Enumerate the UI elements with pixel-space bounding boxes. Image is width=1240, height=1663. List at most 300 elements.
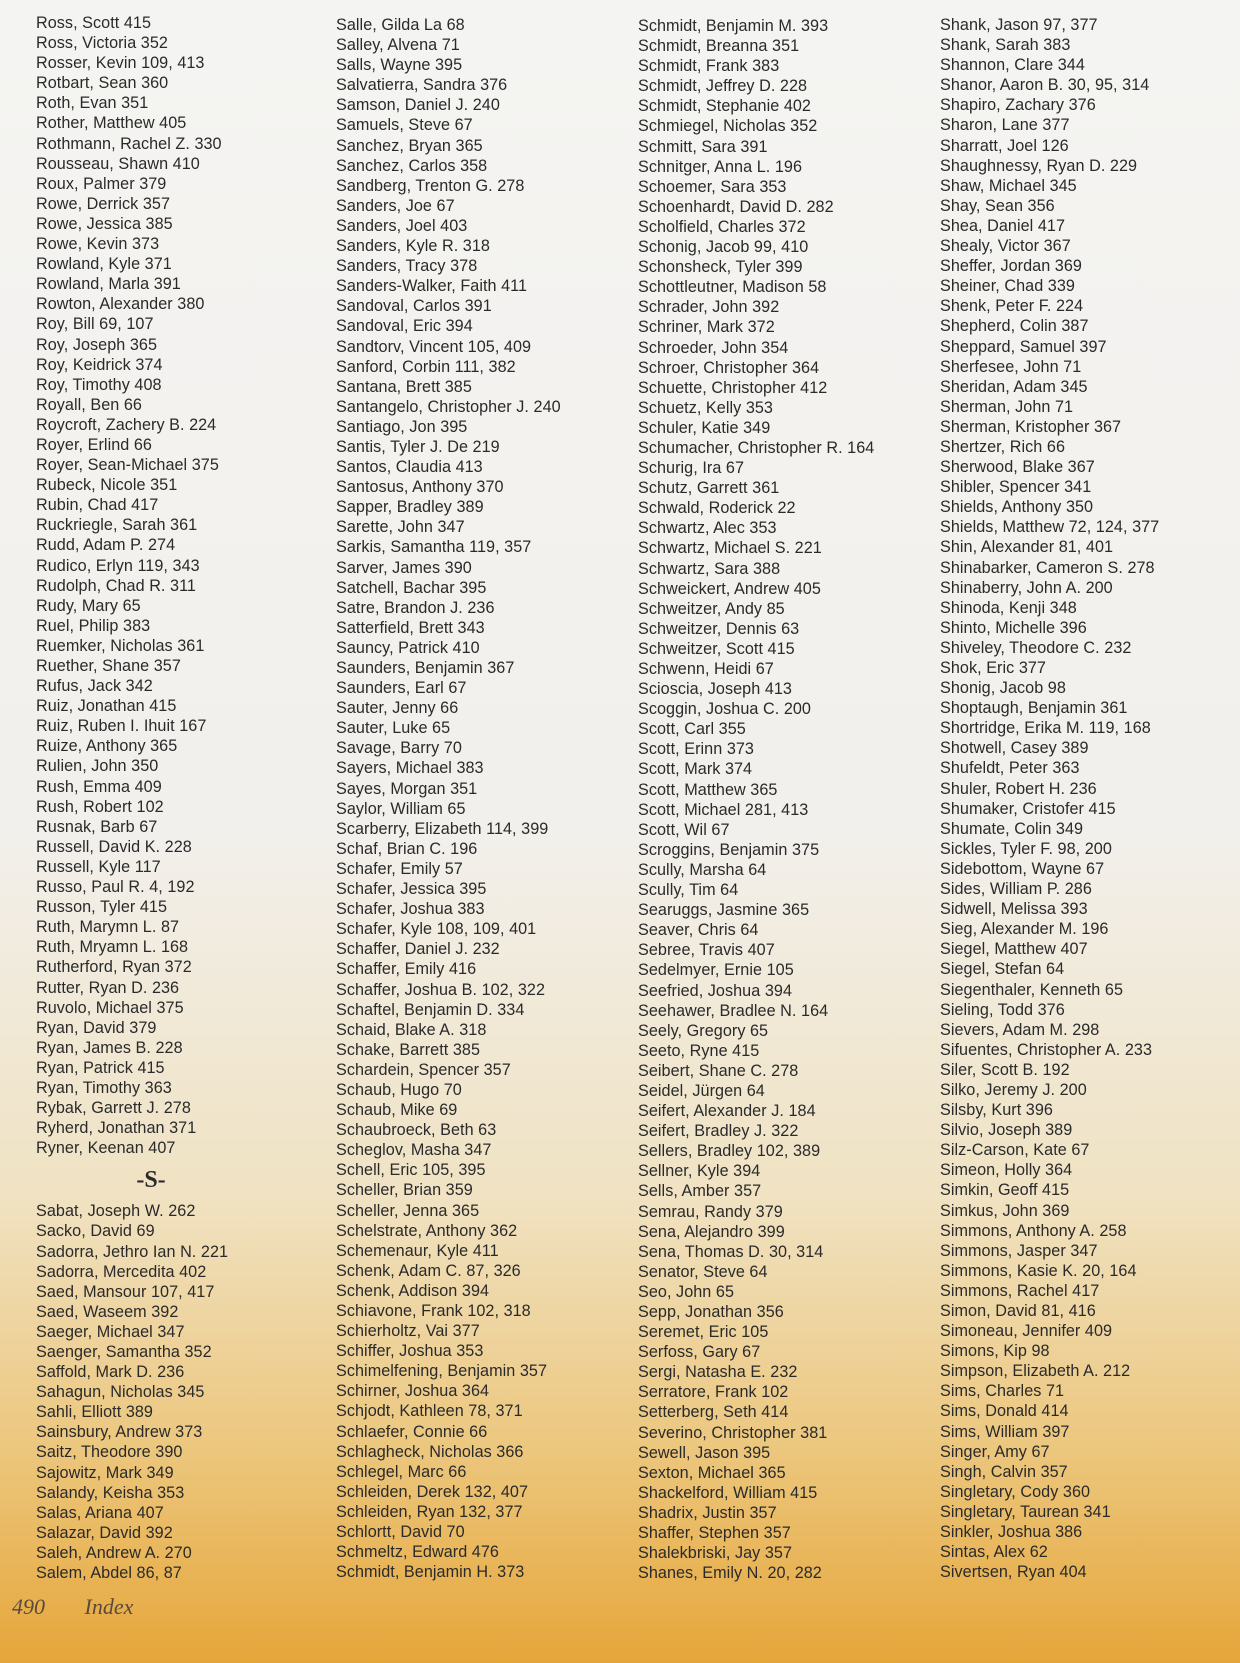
index-entry: Shackelford, William 415 xyxy=(638,1483,818,1502)
index-entry: Shibler, Spencer 341 xyxy=(940,478,1092,497)
index-entry: Rutherford, Ryan 372 xyxy=(36,958,192,977)
index-entry: Ross, Victoria 352 xyxy=(36,34,168,53)
index-entry: Rowe, Derrick 357 xyxy=(36,194,170,213)
index-entry: Scott, Matthew 365 xyxy=(638,780,778,799)
index-entry: Santana, Brett 385 xyxy=(336,377,472,396)
index-entry: Sanders, Tracy 378 xyxy=(336,257,478,276)
index-entry: Schuetz, Kelly 353 xyxy=(638,398,773,417)
index-entry: Saitz, Theodore 390 xyxy=(36,1443,183,1462)
index-entry: Serfoss, Gary 67 xyxy=(638,1343,761,1362)
index-entry: Schweitzer, Scott 415 xyxy=(638,639,795,658)
index-entry: Sanford, Corbin 111, 382 xyxy=(336,357,516,376)
index-entry: Simeon, Holly 364 xyxy=(940,1161,1073,1180)
index-entry: Ryan, David 379 xyxy=(36,1018,157,1037)
index-entry: Rutter, Ryan D. 236 xyxy=(36,978,180,997)
index-entry: Schuette, Christopher 412 xyxy=(638,378,828,397)
index-entry: Silsby, Kurt 396 xyxy=(940,1101,1053,1120)
index-entry: Scroggins, Benjamin 375 xyxy=(638,840,820,859)
section-letter-heading: -S- xyxy=(136,1167,166,1194)
index-entry: Sadorra, Mercedita 402 xyxy=(36,1262,207,1281)
index-entry: Sadorra, Jethro Ian N. 221 xyxy=(36,1242,229,1261)
index-entry: Schjodt, Kathleen 78, 371 xyxy=(336,1402,523,1421)
index-entry: Schleiden, Ryan 132, 377 xyxy=(336,1502,523,1521)
index-entry: Ruth, Mryamn L. 168 xyxy=(36,938,189,957)
index-entry: Simons, Kip 98 xyxy=(940,1342,1050,1361)
index-entry: Royall, Ben 66 xyxy=(36,395,142,414)
index-entry: Samson, Daniel J. 240 xyxy=(336,96,500,115)
index-entry: Rybak, Garrett J. 278 xyxy=(36,1099,191,1118)
index-entry: Rowland, Kyle 371 xyxy=(36,255,172,274)
index-entry: Simmons, Rachel 417 xyxy=(940,1281,1100,1300)
section-title: Index xyxy=(84,1594,134,1619)
index-entry: Scheller, Jenna 365 xyxy=(336,1201,480,1220)
index-entry: Sherman, Kristopher 367 xyxy=(940,417,1122,436)
index-entry: Saunders, Benjamin 367 xyxy=(336,659,515,677)
index-entry: Shank, Jason 97, 377 xyxy=(940,16,1098,34)
index-entry: Schmidt, Benjamin H. 373 xyxy=(336,1563,525,1582)
index-entry: Sergi, Natasha E. 232 xyxy=(638,1363,798,1382)
index-entry: Sims, Donald 414 xyxy=(940,1402,1069,1421)
index-entry: Schardein, Spencer 357 xyxy=(336,1060,511,1079)
index-entry: Seibert, Shane C. 278 xyxy=(638,1061,799,1080)
index-entry: Simmons, Jasper 347 xyxy=(940,1241,1098,1260)
index-entry: Scheglov, Masha 347 xyxy=(336,1141,492,1160)
index-entry: Schnitger, Anna L. 196 xyxy=(638,157,803,176)
index-entry: Simmons, Anthony A. 258 xyxy=(940,1221,1127,1240)
index-entry: Searuggs, Jasmine 365 xyxy=(638,901,810,920)
index-entry: Schoemer, Sara 353 xyxy=(638,177,787,196)
index-entry: Silvio, Joseph 389 xyxy=(940,1121,1073,1140)
index-entry: Sewell, Jason 395 xyxy=(638,1443,771,1462)
index-entry: Shufeldt, Peter 363 xyxy=(940,759,1080,778)
index-entry: Scott, Erinn 373 xyxy=(638,740,754,759)
index-entry: Shuler, Robert H. 236 xyxy=(940,779,1097,798)
index-entry: Ruth, Marymn L. 87 xyxy=(36,918,180,937)
index-entry: Saed, Waseem 392 xyxy=(36,1302,179,1321)
index-entry: Silko, Jeremy J. 200 xyxy=(940,1080,1087,1099)
index-entry: Shapiro, Zachary 376 xyxy=(940,96,1096,115)
index-entry: Shalekbriski, Jay 357 xyxy=(638,1544,793,1563)
index-entry: Rubin, Chad 417 xyxy=(36,496,159,515)
index-entry: Santosus, Anthony 370 xyxy=(336,478,504,497)
index-entry: Siler, Scott B. 192 xyxy=(940,1060,1070,1079)
index-entry: Sandoval, Eric 394 xyxy=(336,317,473,336)
index-entry: Shannon, Clare 344 xyxy=(940,56,1085,75)
index-entry: Schirner, Joshua 364 xyxy=(336,1382,490,1401)
index-entry: Saleh, Andrew A. 270 xyxy=(36,1543,192,1562)
index-entry: Semrau, Randy 379 xyxy=(638,1202,783,1221)
index-entry: Rudy, Mary 65 xyxy=(36,596,141,615)
index-entry: Shea, Daniel 417 xyxy=(940,216,1065,235)
index-entry: Schlortt, David 70 xyxy=(336,1523,465,1542)
index-entry: Sintas, Alex 62 xyxy=(940,1543,1048,1562)
index-entry: Shumate, Colin 349 xyxy=(940,819,1084,838)
index-entry: Rowton, Alexander 380 xyxy=(36,295,205,314)
index-entry: Serratore, Frank 102 xyxy=(638,1383,789,1402)
index-entry: Schutz, Garrett 361 xyxy=(638,479,780,498)
index-entry: Singletary, Taurean 341 xyxy=(940,1502,1111,1521)
index-entry: Saenger, Samantha 352 xyxy=(36,1343,212,1361)
index-entry: Santiago, Jon 395 xyxy=(336,417,468,436)
index-entry: Santis, Tyler J. De 219 xyxy=(336,437,500,456)
index-entry: Schlegel, Marc 66 xyxy=(336,1462,467,1481)
index-entry: Shortridge, Erika M. 119, 168 xyxy=(940,719,1151,738)
index-entry: Scott, Wil 67 xyxy=(638,820,730,839)
index-entry: Sheffer, Jordan 369 xyxy=(940,257,1082,276)
entry-list xyxy=(638,16,938,1583)
index-entry: Seeto, Ryne 415 xyxy=(638,1041,760,1060)
index-entry: Sheiner, Chad 339 xyxy=(940,277,1075,296)
index-entry: Schwenn, Heidi 67 xyxy=(638,660,774,678)
index-entry: Schafer, Joshua 383 xyxy=(336,900,485,919)
index-entry: Roy, Bill 69, 107 xyxy=(36,315,154,334)
index-entry: Santos, Claudia 413 xyxy=(336,458,483,477)
index-entry: Sahli, Elliott 389 xyxy=(36,1403,153,1422)
index-entry: Rousseau, Shawn 410 xyxy=(36,154,200,173)
index-entry: Rotbart, Sean 360 xyxy=(36,74,169,93)
index-entry: Singletary, Cody 360 xyxy=(940,1482,1091,1501)
index-entry: Sandberg, Trenton G. 278 xyxy=(336,176,525,195)
index-entry: Schwartz, Michael S. 221 xyxy=(638,539,822,558)
index-entry: Rudolph, Chad R. 311 xyxy=(36,576,196,595)
index-entry: Shinto, Michelle 396 xyxy=(940,618,1087,637)
index-entry: Sims, William 397 xyxy=(940,1422,1070,1441)
index-entry: Russell, David K. 228 xyxy=(36,837,192,856)
entry-list xyxy=(36,1201,336,1583)
index-entry: Shonig, Jacob 98 xyxy=(940,679,1066,698)
index-entry: Sifuentes, Christopher A. 233 xyxy=(940,1040,1153,1059)
index-entry: Rufus, Jack 342 xyxy=(36,677,153,696)
index-entry: Satterfield, Brett 343 xyxy=(336,618,485,637)
index-entry: Saylor, William 65 xyxy=(336,799,466,818)
index-entry: Rowe, Jessica 385 xyxy=(36,214,173,233)
index-entry: Shertzer, Rich 66 xyxy=(940,437,1066,456)
index-entry: Shields, Anthony 350 xyxy=(940,498,1094,517)
index-entry: Sacko, David 69 xyxy=(36,1222,155,1241)
index-entry: Seifert, Alexander J. 184 xyxy=(638,1102,816,1121)
index-entry: Ryan, James B. 228 xyxy=(36,1038,183,1057)
index-entry: Schuler, Katie 349 xyxy=(638,418,771,437)
index-entry: Sides, William P. 286 xyxy=(940,880,1092,899)
index-entry: Scully, Tim 64 xyxy=(638,881,739,900)
index-entry: Salley, Alvena 71 xyxy=(336,36,460,55)
index-entry: Schemenaur, Kyle 411 xyxy=(336,1241,499,1260)
index-entry: Ruvolo, Michael 375 xyxy=(36,998,184,1017)
index-entry: Schleiden, Derek 132, 407 xyxy=(336,1482,529,1501)
entry-list xyxy=(940,15,1240,1582)
index-entry: Schweitzer, Dennis 63 xyxy=(638,619,800,638)
index-entry: Singer, Amy 67 xyxy=(940,1442,1050,1461)
index-entry: Shaffer, Stephen 357 xyxy=(638,1524,791,1543)
index-entry: Scoggin, Joshua C. 200 xyxy=(638,700,811,719)
index-entry: Rother, Matthew 405 xyxy=(36,114,187,133)
index-entry: Sayes, Morgan 351 xyxy=(336,779,478,798)
index-entry: Sharratt, Joel 126 xyxy=(940,136,1069,155)
index-entry: Simkin, Geoff 415 xyxy=(940,1181,1070,1200)
index-entry: Sainsbury, Andrew 373 xyxy=(36,1423,203,1442)
index-entry: Sanders, Kyle R. 318 xyxy=(336,237,490,256)
index-entry: Sena, Alejandro 399 xyxy=(638,1222,785,1241)
index-entry: Shotwell, Casey 389 xyxy=(940,739,1089,758)
index-entry: Shinabarker, Cameron S. 278 xyxy=(940,558,1155,577)
index-entry: Russo, Paul R. 4, 192 xyxy=(36,878,195,897)
index-entry: Ross, Scott 415 xyxy=(36,14,152,32)
index-entry: Sheridan, Adam 345 xyxy=(940,377,1088,396)
index-entry: Schmidt, Benjamin M. 393 xyxy=(638,17,829,35)
index-entry: Sauter, Jenny 66 xyxy=(336,699,459,718)
index-entry: Salazar, David 392 xyxy=(36,1523,173,1542)
index-entry: Salem, Abdel 86, 87 xyxy=(36,1564,182,1583)
index-entry: Ryner, Keenan 407 xyxy=(36,1139,176,1158)
index-entry: Schroer, Christopher 364 xyxy=(638,358,820,377)
index-entry: Schrader, John 392 xyxy=(638,298,780,317)
index-entry: Sena, Thomas D. 30, 314 xyxy=(638,1242,824,1261)
index-entry: Schonig, Jacob 99, 410 xyxy=(638,238,809,257)
index-entry: Simmons, Kasie K. 20, 164 xyxy=(940,1261,1137,1280)
index-entry: Ruel, Philip 383 xyxy=(36,616,151,635)
index-entry: Shok, Eric 377 xyxy=(940,659,1046,677)
index-entry: Schurig, Ira 67 xyxy=(638,459,745,478)
index-entry: Roycroft, Zachery B. 224 xyxy=(36,415,217,434)
index-entry: Saffold, Mark D. 236 xyxy=(36,1363,185,1382)
index-entry: Satchell, Bachar 395 xyxy=(336,578,487,597)
index-entry: Sauter, Luke 65 xyxy=(336,719,451,738)
index-column-3 xyxy=(638,16,938,1583)
index-entry: Rubeck, Nicole 351 xyxy=(36,476,178,495)
index-entry: Sebree, Travis 407 xyxy=(638,941,775,960)
index-entry: Sharon, Lane 377 xyxy=(940,116,1070,135)
index-entry: Simpson, Elizabeth A. 212 xyxy=(940,1362,1131,1381)
index-entry: Scott, Michael 281, 413 xyxy=(638,800,809,819)
index-entry: Sanders-Walker, Faith 411 xyxy=(336,277,528,296)
index-entry: Saeger, Michael 347 xyxy=(36,1322,185,1341)
index-entry: Ruiz, Ruben I. Ihuit 167 xyxy=(36,717,207,736)
index-entry: Salas, Ariana 407 xyxy=(36,1503,164,1522)
index-entry: Schaid, Blake A. 318 xyxy=(336,1020,487,1039)
index-entry: Sherfesee, John 71 xyxy=(940,357,1082,376)
index-entry: Sims, Charles 71 xyxy=(940,1382,1065,1401)
index-entry: Schelstrate, Anthony 362 xyxy=(336,1221,518,1240)
index-entry: Sahagun, Nicholas 345 xyxy=(36,1383,205,1402)
index-entry: Salle, Gilda La 68 xyxy=(336,16,465,34)
index-entry: Sanchez, Carlos 358 xyxy=(336,156,488,175)
index-entry: Sieling, Todd 376 xyxy=(940,1000,1065,1019)
index-entry: Ruether, Shane 357 xyxy=(36,657,181,675)
index-entry: Roy, Joseph 365 xyxy=(36,335,158,354)
index-entry: Schonsheck, Tyler 399 xyxy=(638,258,803,277)
index-entry: Schenk, Addison 394 xyxy=(336,1281,490,1300)
index-entry: Siegel, Matthew 407 xyxy=(940,940,1088,959)
index-entry: Schaf, Brian C. 196 xyxy=(336,839,478,858)
index-entry: Sapper, Bradley 389 xyxy=(336,498,484,517)
index-entry: Sarkis, Samantha 119, 357 xyxy=(336,538,532,557)
index-entry: Scheller, Brian 359 xyxy=(336,1181,473,1200)
index-entry: Schriner, Mark 372 xyxy=(638,318,775,337)
index-entry: Sandoval, Carlos 391 xyxy=(336,297,492,316)
index-entry: Schmidt, Jeffrey D. 228 xyxy=(638,77,808,96)
index-entry: Shinoda, Kenji 348 xyxy=(940,598,1077,617)
index-entry: Scott, Carl 355 xyxy=(638,720,746,739)
index-entry: Silz-Carson, Kate 67 xyxy=(940,1141,1090,1160)
index-entry: Schwartz, Sara 388 xyxy=(638,559,781,578)
index-entry: Sanchez, Bryan 365 xyxy=(336,136,483,155)
index-entry: Shealy, Victor 367 xyxy=(940,237,1071,256)
index-entry: Simkus, John 369 xyxy=(940,1201,1070,1220)
index-entry: Schottleutner, Madison 58 xyxy=(638,278,827,297)
index-entry: Sauncy, Patrick 410 xyxy=(336,638,480,657)
index-entry: Schweickert, Andrew 405 xyxy=(638,579,821,598)
index-entry: Sabat, Joseph W. 262 xyxy=(36,1202,196,1221)
index-entry: Shin, Alexander 81, 401 xyxy=(940,538,1114,557)
index-entry: Siegel, Stefan 64 xyxy=(940,960,1065,979)
index-entry: Sayers, Michael 383 xyxy=(336,759,484,778)
index-entry: Royer, Erlind 66 xyxy=(36,435,152,454)
index-entry: Rudico, Erlyn 119, 343 xyxy=(36,556,200,575)
index-entry: Sandtorv, Vincent 105, 409 xyxy=(336,337,532,356)
index-entry: Ruize, Anthony 365 xyxy=(36,737,178,756)
index-entry: Seremet, Eric 105 xyxy=(638,1323,769,1342)
index-entry: Schaub, Hugo 70 xyxy=(336,1080,462,1099)
index-entry: Santangelo, Christopher J. 240 xyxy=(336,397,561,416)
index-entry: Rothmann, Rachel Z. 330 xyxy=(36,134,222,153)
index-entry: Sanders, Joe 67 xyxy=(336,196,455,215)
index-entry: Scully, Marsha 64 xyxy=(638,860,767,879)
index-entry: Samuels, Steve 67 xyxy=(336,116,473,135)
index-entry: Sanders, Joel 403 xyxy=(336,216,468,235)
index-entry: Sieg, Alexander M. 196 xyxy=(940,920,1109,939)
index-entry: Shepherd, Colin 387 xyxy=(940,317,1089,336)
index-entry: Sherman, John 71 xyxy=(940,397,1074,416)
index-entry: Saunders, Earl 67 xyxy=(336,679,467,698)
index-entry: Rush, Robert 102 xyxy=(36,797,164,816)
index-entry: Severino, Christopher 381 xyxy=(638,1423,828,1442)
index-entry: Shank, Sarah 383 xyxy=(940,36,1071,55)
index-entry: Saed, Mansour 107, 417 xyxy=(36,1282,215,1301)
index-entry: Seaver, Chris 64 xyxy=(638,921,759,940)
index-entry: Scott, Mark 374 xyxy=(638,760,753,779)
index-entry: Sedelmyer, Ernie 105 xyxy=(638,961,794,980)
index-entry: Shanor, Aaron B. 30, 95, 314 xyxy=(940,76,1150,95)
index-column-1 xyxy=(36,13,336,1583)
page-footer xyxy=(12,1594,133,1620)
index-entry: Schaubroeck, Beth 63 xyxy=(336,1121,497,1140)
index-entry: Salandy, Keisha 353 xyxy=(36,1483,185,1502)
index-entry: Schlaefer, Connie 66 xyxy=(336,1422,488,1441)
index-entry: Schimelfening, Benjamin 357 xyxy=(336,1362,548,1381)
index-entry: Schumacher, Christopher R. 164 xyxy=(638,438,875,457)
index-entry: Setterberg, Seth 414 xyxy=(638,1403,789,1422)
index-entry: Sievers, Adam M. 298 xyxy=(940,1020,1100,1039)
index-column-4 xyxy=(940,15,1240,1582)
entry-list xyxy=(36,13,336,1158)
index-entry: Shenk, Peter F. 224 xyxy=(940,297,1084,316)
index-entry: Ruiz, Jonathan 415 xyxy=(36,697,177,716)
index-entry: Rusnak, Barb 67 xyxy=(36,817,158,836)
index-entry: Schwald, Roderick 22 xyxy=(638,499,796,518)
index-entry: Salls, Wayne 395 xyxy=(336,56,463,75)
index-entry: Russon, Tyler 415 xyxy=(36,898,168,917)
index-entry: Seidel, Jürgen 64 xyxy=(638,1081,765,1100)
index-entry: Shaw, Michael 345 xyxy=(940,176,1077,195)
index-entry: Shaughnessy, Ryan D. 229 xyxy=(940,156,1138,175)
index-entry: Sidebottom, Wayne 67 xyxy=(940,859,1105,878)
index-entry: Schake, Barrett 385 xyxy=(336,1040,481,1059)
index-entry: Schenk, Adam C. 87, 326 xyxy=(336,1261,521,1280)
index-entry: Savage, Barry 70 xyxy=(336,739,462,758)
index-entry: Roux, Palmer 379 xyxy=(36,174,167,193)
index-entry: Schmidt, Breanna 351 xyxy=(638,37,800,56)
index-entry: Schmiegel, Nicholas 352 xyxy=(638,117,818,136)
index-entry: Russell, Kyle 117 xyxy=(36,857,161,876)
index-entry: Shay, Sean 356 xyxy=(940,196,1055,215)
index-entry: Ryherd, Jonathan 371 xyxy=(36,1119,197,1138)
index-entry: Sexton, Michael 365 xyxy=(638,1463,786,1482)
index-entry: Seely, Gregory 65 xyxy=(638,1021,769,1040)
index-entry: Rulien, John 350 xyxy=(36,757,159,776)
index-entry: Shumaker, Cristofer 415 xyxy=(940,799,1116,818)
index-entry: Schwartz, Alec 353 xyxy=(638,519,777,538)
index-entry: Shadrix, Justin 357 xyxy=(638,1503,777,1522)
index-entry: Simon, David 81, 416 xyxy=(940,1302,1096,1320)
index-entry: Schroeder, John 354 xyxy=(638,338,789,357)
index-entry: Rosser, Kevin 109, 413 xyxy=(36,54,205,73)
index-column-2 xyxy=(336,15,636,1582)
index-entry: Ruckriegle, Sarah 361 xyxy=(36,516,198,535)
index-entry: Schweitzer, Andy 85 xyxy=(638,599,785,618)
index-entry: Sivertsen, Ryan 404 xyxy=(940,1563,1087,1582)
index-entry: Seefried, Joshua 394 xyxy=(638,981,792,1000)
index-entry: Schmitt, Sara 391 xyxy=(638,137,768,156)
index-entry: Schiffer, Joshua 353 xyxy=(336,1342,484,1361)
index-entry: Schmeltz, Edward 476 xyxy=(336,1543,499,1562)
index-entry: Scholfield, Charles 372 xyxy=(638,217,806,236)
index-entry: Schell, Eric 105, 395 xyxy=(336,1161,486,1180)
index-entry: Shiveley, Theodore C. 232 xyxy=(940,638,1132,657)
index-entry: Schaftel, Benjamin D. 334 xyxy=(336,1000,525,1019)
index-entry: Shinaberry, John A. 200 xyxy=(940,578,1113,597)
index-entry: Schafer, Jessica 395 xyxy=(336,880,487,899)
index-entry: Satre, Brandon J. 236 xyxy=(336,598,495,617)
index-entry: Roy, Timothy 408 xyxy=(36,375,162,394)
index-entry: Schierholtz, Vai 377 xyxy=(336,1322,480,1341)
index-entry: Roth, Evan 351 xyxy=(36,94,149,113)
index-entry: Sickles, Tyler F. 98, 200 xyxy=(940,839,1112,858)
index-entry: Shanes, Emily N. 20, 282 xyxy=(638,1564,822,1583)
page-number: 490 xyxy=(12,1594,45,1619)
index-entry: Simoneau, Jennifer 409 xyxy=(940,1322,1113,1341)
index-entry: Shields, Matthew 72, 124, 377 xyxy=(940,518,1160,537)
index-entry: Scioscia, Joseph 413 xyxy=(638,680,792,699)
index-entry: Seo, John 65 xyxy=(638,1282,735,1301)
index-entry: Shoptaugh, Benjamin 361 xyxy=(940,699,1128,718)
index-entry: Schoenhardt, David D. 282 xyxy=(638,197,834,216)
index-entry: Sajowitz, Mark 349 xyxy=(36,1463,174,1482)
index-entry: Schmidt, Stephanie 402 xyxy=(638,97,811,116)
index-entry: Sepp, Jonathan 356 xyxy=(638,1303,784,1321)
index-entry: Singh, Calvin 357 xyxy=(940,1462,1068,1481)
index-entry: Sarver, James 390 xyxy=(336,558,472,577)
index-entry: Schaub, Mike 69 xyxy=(336,1101,458,1120)
index-entry: Ryan, Timothy 363 xyxy=(36,1078,172,1097)
index-entry: Seehawer, Bradlee N. 164 xyxy=(638,1001,829,1020)
index-entry: Rowe, Kevin 373 xyxy=(36,235,160,254)
index-entry: Sherwood, Blake 367 xyxy=(940,458,1095,477)
index-entry: Schlagheck, Nicholas 366 xyxy=(336,1442,524,1461)
index-entry: Sidwell, Melissa 393 xyxy=(940,900,1088,919)
index-entry: Schmidt, Frank 383 xyxy=(638,57,780,76)
index-entry: Ryan, Patrick 415 xyxy=(36,1058,165,1077)
index-entry: Sarette, John 347 xyxy=(336,518,465,537)
